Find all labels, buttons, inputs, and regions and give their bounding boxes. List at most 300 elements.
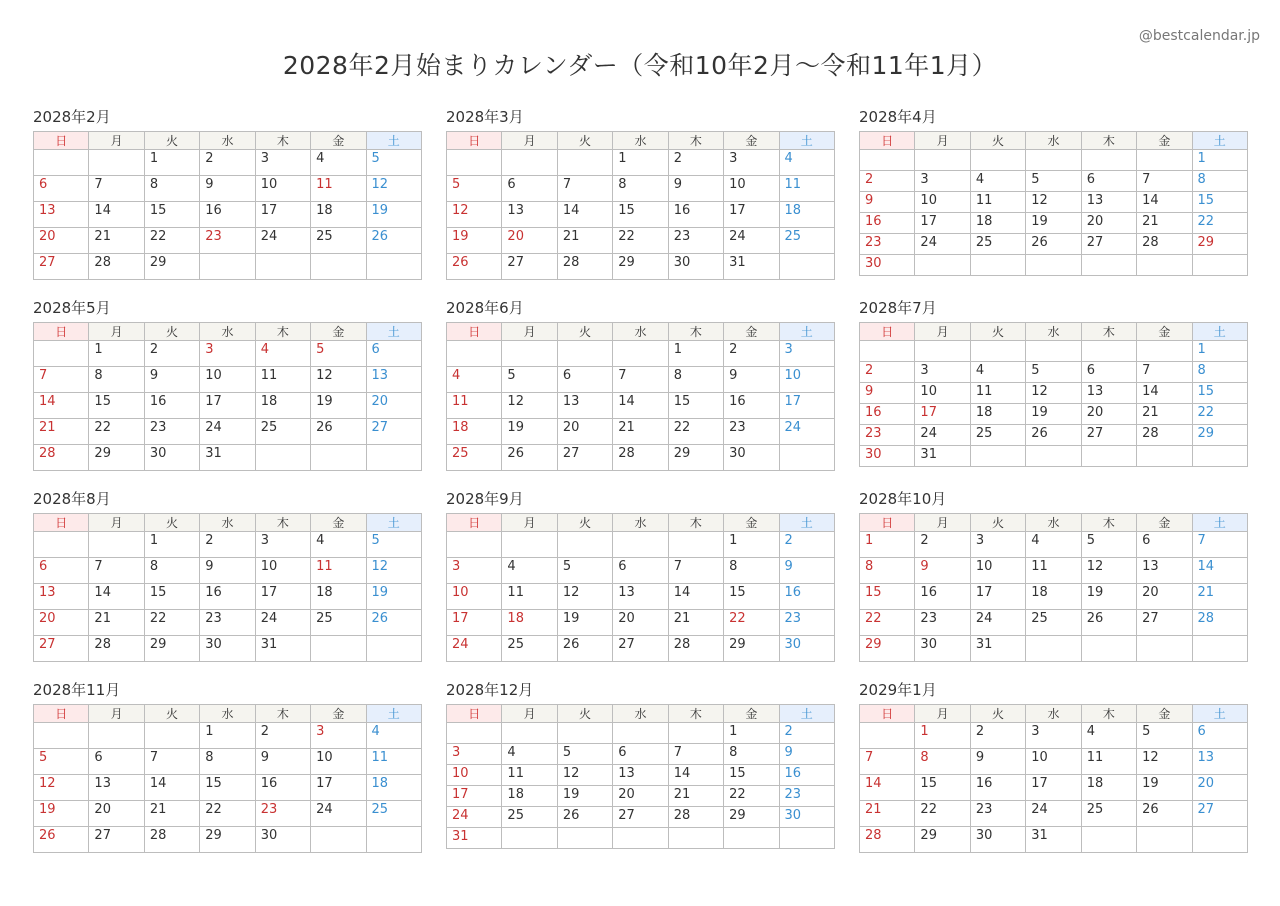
day-cell: 6 [89,749,144,775]
week-row [860,723,1248,749]
day-cell: 2 [860,171,915,192]
day-cell: 3 [915,362,970,383]
day-cell: 27 [1137,610,1192,636]
weekday-header: 火 [970,132,1025,150]
day-cell [1026,636,1081,662]
day-cell: 14 [557,202,612,228]
week-row [860,558,1248,584]
day-cell [502,828,557,849]
day-cell: 12 [1137,749,1192,775]
day-cell: 4 [502,558,557,584]
day-cell: 1 [89,341,144,367]
day-cell: 31 [915,446,970,467]
day-cell [613,828,668,849]
day-cell [1137,827,1192,853]
month-calendar [33,487,422,678]
weekday-header: 水 [1026,514,1081,532]
day-cell [34,150,89,176]
day-cell: 5 [1026,171,1081,192]
day-cell: 25 [311,610,366,636]
month-title: 2028年2月 [33,108,111,126]
month-title: 2028年12月 [446,681,534,699]
day-cell: 17 [1026,775,1081,801]
day-cell: 8 [724,744,779,765]
day-cell [860,341,915,362]
day-cell [779,254,834,280]
month-calendar [859,105,1248,296]
day-cell: 28 [613,445,668,471]
week-row [34,202,422,228]
day-cell [970,341,1025,362]
day-cell: 26 [557,807,612,828]
day-cell: 23 [779,610,834,636]
day-cell: 27 [34,254,89,280]
weekday-header: 木 [1081,705,1136,723]
day-cell: 19 [34,801,89,827]
day-cell: 9 [860,383,915,404]
day-cell: 27 [34,636,89,662]
day-cell: 16 [668,202,723,228]
weekday-header: 水 [613,132,668,150]
day-cell: 5 [447,176,502,202]
day-cell: 1 [200,723,255,749]
day-cell: 18 [366,775,421,801]
day-cell: 4 [366,723,421,749]
day-cell: 15 [915,775,970,801]
day-cell: 21 [557,228,612,254]
month-calendar [859,296,1248,487]
weekday-header: 木 [1081,132,1136,150]
day-cell: 9 [779,558,834,584]
day-cell: 14 [89,202,144,228]
week-row [447,807,835,828]
weekday-header: 月 [89,705,144,723]
day-cell: 12 [502,393,557,419]
day-cell: 23 [860,425,915,446]
day-cell: 14 [613,393,668,419]
month-table [33,131,422,280]
weekday-header: 金 [1137,132,1192,150]
day-cell [668,828,723,849]
day-cell: 24 [724,228,779,254]
day-cell: 14 [668,765,723,786]
weekday-header: 木 [255,323,310,341]
day-cell: 31 [447,828,502,849]
day-cell: 7 [668,744,723,765]
day-cell [1081,827,1136,853]
day-cell: 24 [200,419,255,445]
day-cell [1137,446,1192,467]
day-cell: 5 [557,744,612,765]
day-cell: 9 [724,367,779,393]
day-cell: 30 [668,254,723,280]
day-cell: 13 [1137,558,1192,584]
week-row [860,446,1248,467]
day-cell: 24 [1026,801,1081,827]
day-cell: 4 [255,341,310,367]
day-cell: 25 [779,228,834,254]
week-row [447,393,835,419]
day-cell: 3 [447,744,502,765]
day-cell: 10 [311,749,366,775]
day-cell: 16 [970,775,1025,801]
weekday-header: 火 [970,323,1025,341]
weekday-header: 木 [668,514,723,532]
day-cell: 12 [447,202,502,228]
week-row [860,150,1248,171]
day-cell: 18 [779,202,834,228]
day-cell: 15 [1192,192,1247,213]
day-cell: 16 [860,404,915,425]
day-cell [1192,827,1247,853]
day-cell: 1 [1192,150,1247,171]
day-cell: 6 [34,558,89,584]
day-cell: 7 [613,367,668,393]
day-cell: 22 [1192,404,1247,425]
day-cell: 5 [502,367,557,393]
day-cell: 10 [970,558,1025,584]
day-cell: 20 [557,419,612,445]
day-cell: 25 [1026,610,1081,636]
day-cell: 20 [613,610,668,636]
week-row [34,367,422,393]
week-row [447,610,835,636]
month-table [446,322,835,471]
week-row [34,775,422,801]
week-row [447,367,835,393]
day-cell: 9 [970,749,1025,775]
day-cell: 27 [502,254,557,280]
day-cell [1081,341,1136,362]
week-row [447,532,835,558]
day-cell [557,532,612,558]
weekday-header: 日 [447,705,502,723]
day-cell: 28 [557,254,612,280]
month-title: 2028年6月 [446,299,524,317]
month-calendar [33,296,422,487]
day-cell: 22 [613,228,668,254]
day-cell [1081,150,1136,171]
week-row [860,584,1248,610]
day-cell: 10 [447,584,502,610]
day-cell [724,828,779,849]
weekday-header: 月 [915,705,970,723]
day-cell [89,532,144,558]
month-calendar [33,678,422,869]
weekday-header: 水 [1026,132,1081,150]
day-cell: 15 [860,584,915,610]
month-calendar [33,105,422,296]
day-cell [34,532,89,558]
day-cell [255,254,310,280]
week-row [860,171,1248,192]
weekday-header: 日 [34,514,89,532]
weekday-header: 火 [557,323,612,341]
month-title: 2028年5月 [33,299,111,317]
day-cell: 20 [34,610,89,636]
day-cell: 8 [724,558,779,584]
day-cell: 22 [915,801,970,827]
weekday-header: 日 [34,705,89,723]
day-cell [1026,341,1081,362]
weekday-header: 月 [502,705,557,723]
day-cell: 14 [668,584,723,610]
day-cell: 14 [144,775,199,801]
day-cell: 8 [89,367,144,393]
week-row [860,255,1248,276]
day-cell: 31 [724,254,779,280]
day-cell: 9 [915,558,970,584]
day-cell [311,636,366,662]
day-cell [1026,255,1081,276]
day-cell: 11 [366,749,421,775]
week-row [860,341,1248,362]
day-cell: 26 [366,228,421,254]
day-cell [89,150,144,176]
day-cell: 27 [613,807,668,828]
day-cell [502,532,557,558]
day-cell: 31 [255,636,310,662]
day-cell: 18 [970,404,1025,425]
day-cell: 23 [970,801,1025,827]
day-cell: 11 [502,765,557,786]
week-row [860,404,1248,425]
day-cell [779,828,834,849]
week-row [34,827,422,853]
week-row [860,213,1248,234]
weekday-header: 火 [557,514,612,532]
weekday-header: 金 [1137,323,1192,341]
weekday-header: 月 [89,514,144,532]
week-row [34,636,422,662]
day-cell: 22 [200,801,255,827]
day-cell: 17 [915,213,970,234]
day-cell: 21 [34,419,89,445]
day-cell: 18 [311,202,366,228]
day-cell: 28 [144,827,199,853]
day-cell: 25 [366,801,421,827]
day-cell: 30 [915,636,970,662]
day-cell: 12 [1026,192,1081,213]
week-row [34,150,422,176]
week-row [34,610,422,636]
day-cell: 6 [1137,532,1192,558]
day-cell: 19 [366,202,421,228]
day-cell: 11 [311,558,366,584]
day-cell: 15 [200,775,255,801]
day-cell [1026,150,1081,171]
weekday-header: 日 [860,132,915,150]
weekday-header: 日 [447,132,502,150]
week-row [34,341,422,367]
day-cell: 8 [144,176,199,202]
day-cell [447,723,502,744]
day-cell [1081,636,1136,662]
weekday-header: 金 [724,705,779,723]
day-cell: 26 [502,445,557,471]
day-cell: 26 [1026,234,1081,255]
day-cell [366,827,421,853]
day-cell: 24 [915,425,970,446]
day-cell: 17 [311,775,366,801]
day-cell: 24 [255,228,310,254]
day-cell [557,828,612,849]
day-cell: 11 [970,383,1025,404]
week-row [860,362,1248,383]
weekday-header: 月 [89,132,144,150]
day-cell: 5 [366,150,421,176]
day-cell: 17 [200,393,255,419]
day-cell: 4 [1026,532,1081,558]
day-cell: 29 [1192,234,1247,255]
day-cell: 30 [779,807,834,828]
day-cell [970,150,1025,171]
day-cell: 18 [1026,584,1081,610]
weekday-header: 火 [144,705,199,723]
day-cell [1192,255,1247,276]
day-cell: 11 [970,192,1025,213]
month-calendar [446,296,835,487]
day-cell: 26 [1081,610,1136,636]
month-title: 2028年8月 [33,490,111,508]
weekday-header: 水 [613,705,668,723]
day-cell [311,445,366,471]
day-cell: 4 [1081,723,1136,749]
day-cell: 20 [1081,213,1136,234]
day-cell [915,255,970,276]
day-cell: 8 [1192,362,1247,383]
weekday-header: 土 [1192,323,1247,341]
day-cell: 1 [668,341,723,367]
day-cell: 20 [89,801,144,827]
day-cell: 9 [860,192,915,213]
day-cell: 25 [970,425,1025,446]
weekday-header: 火 [144,514,199,532]
day-cell: 12 [1081,558,1136,584]
day-cell [34,341,89,367]
day-cell: 7 [1192,532,1247,558]
day-cell: 29 [668,445,723,471]
day-cell [1192,636,1247,662]
day-cell: 6 [1192,723,1247,749]
day-cell: 12 [311,367,366,393]
day-cell: 6 [366,341,421,367]
day-cell: 13 [613,584,668,610]
day-cell: 1 [1192,341,1247,362]
month-calendar [859,487,1248,678]
day-cell: 13 [34,584,89,610]
day-cell: 13 [1081,383,1136,404]
week-row [447,228,835,254]
day-cell: 28 [89,636,144,662]
day-cell [970,255,1025,276]
day-cell: 2 [779,532,834,558]
day-cell: 14 [1137,383,1192,404]
week-row [447,254,835,280]
week-row [860,610,1248,636]
weekday-header: 金 [1137,514,1192,532]
day-cell: 22 [89,419,144,445]
week-row [447,744,835,765]
month-title: 2028年10月 [859,490,947,508]
day-cell: 30 [144,445,199,471]
day-cell: 22 [1192,213,1247,234]
day-cell: 4 [311,532,366,558]
weekday-header: 火 [970,514,1025,532]
day-cell: 6 [613,558,668,584]
week-row [447,341,835,367]
week-row [860,827,1248,853]
day-cell: 25 [255,419,310,445]
week-row [34,393,422,419]
day-cell: 2 [668,150,723,176]
month-calendar [446,105,835,296]
weekday-header: 水 [200,514,255,532]
day-cell [613,341,668,367]
day-cell: 26 [1137,801,1192,827]
weekday-header: 水 [200,132,255,150]
day-cell: 23 [860,234,915,255]
day-cell: 25 [502,636,557,662]
day-cell: 6 [1081,362,1136,383]
day-cell: 15 [668,393,723,419]
day-cell: 19 [1026,404,1081,425]
day-cell: 12 [557,765,612,786]
day-cell: 9 [668,176,723,202]
day-cell: 12 [366,176,421,202]
day-cell [915,341,970,362]
day-cell: 4 [311,150,366,176]
day-cell [366,445,421,471]
day-cell: 3 [200,341,255,367]
day-cell: 19 [502,419,557,445]
weekday-header: 日 [447,323,502,341]
month-table [859,131,1248,276]
day-cell: 5 [311,341,366,367]
day-cell: 26 [311,419,366,445]
day-cell: 2 [200,532,255,558]
month-calendar [446,487,835,678]
day-cell: 1 [724,532,779,558]
day-cell: 26 [366,610,421,636]
day-cell: 7 [1137,171,1192,192]
day-cell: 10 [255,176,310,202]
day-cell: 3 [724,150,779,176]
day-cell: 18 [502,610,557,636]
day-cell: 15 [1192,383,1247,404]
day-cell: 11 [1026,558,1081,584]
day-cell [34,723,89,749]
day-cell: 6 [502,176,557,202]
day-cell [1137,636,1192,662]
month-table [859,513,1248,662]
day-cell: 19 [1137,775,1192,801]
day-cell: 2 [860,362,915,383]
day-cell: 28 [89,254,144,280]
day-cell: 12 [34,775,89,801]
day-cell [255,445,310,471]
day-cell [1026,446,1081,467]
month-title: 2028年9月 [446,490,524,508]
day-cell: 1 [860,532,915,558]
day-cell: 21 [613,419,668,445]
day-cell: 29 [724,636,779,662]
day-cell: 31 [1026,827,1081,853]
day-cell: 17 [724,202,779,228]
day-cell: 10 [1026,749,1081,775]
day-cell: 25 [311,228,366,254]
day-cell [1081,446,1136,467]
